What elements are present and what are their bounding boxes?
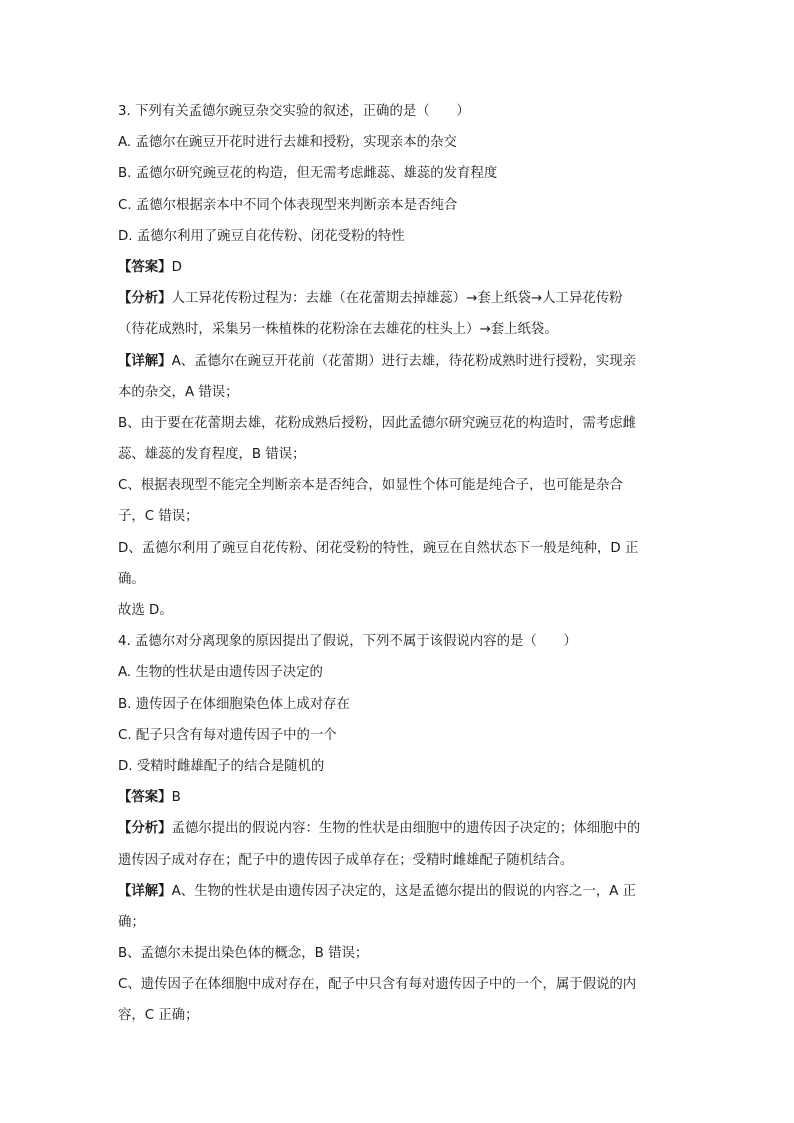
question-4-option-a: A. 生物的性状是由遗传因子决定的 <box>118 665 323 681</box>
analysis-tag: 【分析】 <box>118 821 172 837</box>
question-4-analysis-line: 遗传因子成对存在；配子中的遗传因子成单存在；受精时雌雄配子随机结合。 <box>118 852 574 868</box>
question-4-detail-line: B、孟德尔未提出染色体的概念，B 错误； <box>118 946 369 962</box>
detail-tag: 【详解】 <box>118 353 172 369</box>
question-3-detail-line: B、由于要在花蕾期去雄，花粉成熟后授粉，因此孟德尔研究豌豆花的构造时，需考虑雌 <box>118 415 637 431</box>
question-3-detail-line: 确。 <box>118 571 145 587</box>
answer-value: D <box>171 259 182 275</box>
question-4-option-b: B. 遗传因子在体细胞染色体上成对存在 <box>118 696 350 712</box>
analysis-tag: 【分析】 <box>118 291 172 307</box>
analysis-text: 人工异花传粉过程为：去雄（在花蕾期去掉雄蕊）→套上纸袋→人工异花传粉 <box>171 291 623 307</box>
question-3-option-c: C. 孟德尔根据亲本中不同个体表现型来判断亲本是否纯合 <box>118 197 458 213</box>
question-3-detail-line: 子，C 错误； <box>118 509 199 525</box>
question-3-option-a: A. 孟德尔在豌豆开花时进行去雄和授粉，实现亲本的杂交 <box>118 135 457 151</box>
question-3-option-d: D. 孟德尔利用了豌豆自花传粉、闭花受粉的特性 <box>118 228 405 244</box>
document-page <box>118 96 683 1032</box>
question-4-analysis-line <box>118 813 683 844</box>
question-4-answer <box>118 782 683 813</box>
question-4-detail-line: C、遗传因子在体细胞中成对存在，配子中只含有每对遗传因子中的一个，属于假说的内 <box>118 977 637 993</box>
question-3-detail-line: C、根据表现型不能完全判断亲本是否纯合，如显性个体可能是纯合子，也可能是杂合 <box>118 478 623 494</box>
analysis-text: 孟德尔提出的假说内容：生物的性状是由细胞中的遗传因子决定的；体细胞中的 <box>171 821 641 837</box>
question-3-option-b: B. 孟德尔研究豌豆花的构造，但无需考虑雌蕊、雄蕊的发育程度 <box>118 166 498 182</box>
answer-tag: 【答案】 <box>118 790 172 806</box>
answer-value: B <box>171 790 181 806</box>
question-3-stem: 3. 下列有关孟德尔豌豆杂交实验的叙述，正确的是（ ） <box>118 104 470 119</box>
question-3-analysis-line: （待花成熟时，采集另一株植株的花粉涂在去雄花的柱头上）→套上纸袋。 <box>118 322 558 338</box>
question-3-detail-line: 蕊、雄蕊的发育程度，B 错误； <box>118 447 306 463</box>
answer-tag: 【答案】 <box>118 259 172 275</box>
question-4-detail-line <box>118 876 683 907</box>
question-3-detail-line: D、孟德尔利用了豌豆自花传粉、闭花受粉的特性，豌豆在自然状态下一般是纯种，D 正 <box>118 540 639 556</box>
question-3-detail-line <box>118 346 683 377</box>
question-3-answer <box>118 252 683 283</box>
question-4-detail-line: 容，C 正确； <box>118 1008 199 1024</box>
detail-text: A、孟德尔在豌豆开花前（花蕾期）进行去雄，待花粉成熟时进行授粉，实现亲 <box>171 353 637 369</box>
detail-text: A、生物的性状是由遗传因子决定的，这是孟德尔提出的假说的内容之一，A 正 <box>171 883 637 899</box>
question-4-option-c: C. 配子只含有每对遗传因子中的一个 <box>118 727 337 743</box>
question-3-analysis-line <box>118 283 683 314</box>
question-4-option-d: D. 受精时雌雄配子的结合是随机的 <box>118 758 325 774</box>
question-3-conclusion: 故选 D。 <box>118 603 173 618</box>
question-4-detail-line: 确； <box>118 914 145 930</box>
question-4-stem: 4. 孟德尔对分离现象的原因提出了假说，下列不属于该假说内容的是（ ） <box>118 634 577 650</box>
question-3-detail-line: 本的杂交，A 错误； <box>118 384 239 400</box>
detail-tag: 【详解】 <box>118 883 172 899</box>
